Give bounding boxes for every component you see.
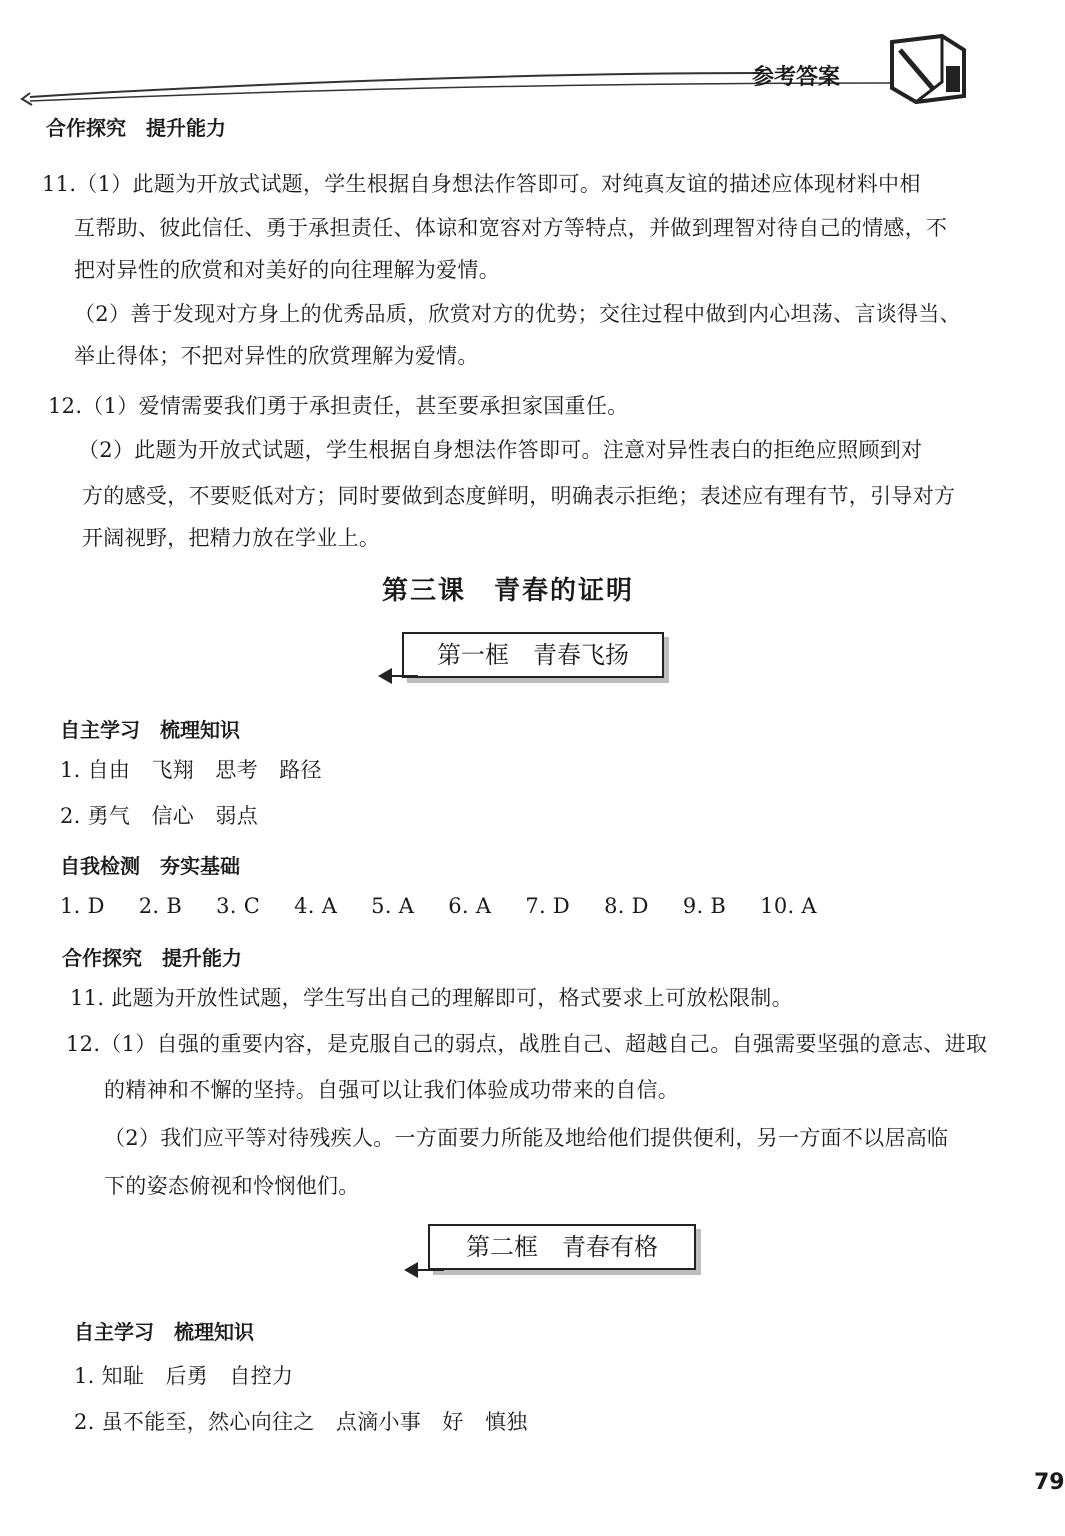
- answer-11-1-line-1: 11.（1）此题为开放式试题，学生根据自身想法作答即可。对纯真友谊的描述应体现材料中相: [42, 172, 921, 196]
- answer-key: 10. A: [760, 894, 817, 918]
- answer-key-row: [60, 892, 851, 920]
- frame-1-item-1: 1. 自由 飞翔 思考 路径: [60, 758, 322, 782]
- answer-key: 3. C: [216, 894, 261, 918]
- frame-1-answer-12-2-line-1: （2）我们应平等对待残疾人。一方面要力所能及地给他们提供便利，另一方面不以居高临: [104, 1126, 949, 1150]
- frame-2-title-box: [428, 1224, 696, 1270]
- frame-1-answer-12-1-line-1: 12.（1）自强的重要内容，是克服自己的弱点，战胜自己、超越自己。自强需要坚强的意志、进取: [66, 1032, 988, 1056]
- answer-12-2-line-1: （2）此题为开放式试题，学生根据自身想法作答即可。注意对异性表白的拒绝应照顾到对: [78, 438, 923, 462]
- answer-key: 7. D: [525, 894, 571, 918]
- book-icon: [886, 32, 974, 106]
- answer-11-2-line-1: （2）善于发现对方身上的优秀品质，欣赏对方的优势；交往过程中做到内心坦荡、言谈得当、: [74, 302, 961, 326]
- lesson-title: 第三课 青春的证明: [382, 576, 635, 606]
- section-heading-self-study-2: 自主学习 梳理知识: [74, 1320, 254, 1344]
- header-title: 参考答案: [752, 65, 841, 90]
- section-heading-cooperation: 合作探究 提升能力: [46, 116, 226, 140]
- frame-1-answer-11: 11. 此题为开放性试题，学生写出自己的理解即可，格式要求上可放松限制。: [70, 986, 793, 1010]
- frame-1-title: 第一框 青春飞扬: [437, 641, 629, 669]
- section-heading-self-check: 自我检测 夯实基础: [60, 854, 240, 878]
- frame-1-answer-12-2-line-2: 下的姿态俯视和怜悯他们。: [104, 1174, 360, 1198]
- answer-key: 4. A: [294, 894, 338, 918]
- answer-12-2-line-3: 开阔视野，把精力放在学业上。: [82, 526, 381, 550]
- arrow-left-icon: [378, 666, 418, 686]
- answer-key: 1. D: [60, 894, 105, 918]
- page-number: 79: [1034, 1470, 1065, 1495]
- frame-2-title: 第二框 青春有格: [466, 1233, 658, 1261]
- answer-key: 9. B: [682, 894, 727, 918]
- answer-key: 5. A: [371, 894, 415, 918]
- arrow-left-icon: [404, 1260, 444, 1280]
- answer-key: 2. B: [138, 894, 183, 918]
- frame-1-title-box: [402, 632, 664, 678]
- frame-1-answer-12-1-line-2: 的精神和不懈的坚持。自强可以让我们体验成功带来的自信。: [104, 1078, 680, 1102]
- section-heading-cooperation-2: 合作探究 提升能力: [62, 946, 242, 970]
- section-heading-self-study: 自主学习 梳理知识: [60, 718, 240, 742]
- answer-key: 8. D: [604, 894, 649, 918]
- answer-12-1: 12.（1）爱情需要我们勇于承担责任，甚至要承担家国重任。: [48, 394, 629, 418]
- frame-2-item-1: 1. 知耻 后勇 自控力: [74, 1364, 294, 1388]
- answer-11-1-line-3: 把对异性的欣赏和对美好的向往理解为爱情。: [74, 258, 500, 282]
- frame-2-item-2: 2. 虽不能至，然心向往之 点滴小事 好 慎独: [74, 1410, 528, 1434]
- frame-1-item-2: 2. 勇气 信心 弱点: [60, 804, 259, 828]
- answer-key: 6. A: [448, 894, 492, 918]
- answer-12-2-line-2: 方的感受，不要贬低对方；同时要做到态度鲜明，明确表示拒绝；表述应有理有节，引导对方: [82, 484, 956, 508]
- answer-11-1-line-2: 互帮助、彼此信任、勇于承担责任、体谅和宽容对方等特点，并做到理智对待自己的情感，不: [74, 216, 948, 240]
- answer-11-2-line-2: 举止得体；不把对异性的欣赏理解为爱情。: [74, 344, 479, 368]
